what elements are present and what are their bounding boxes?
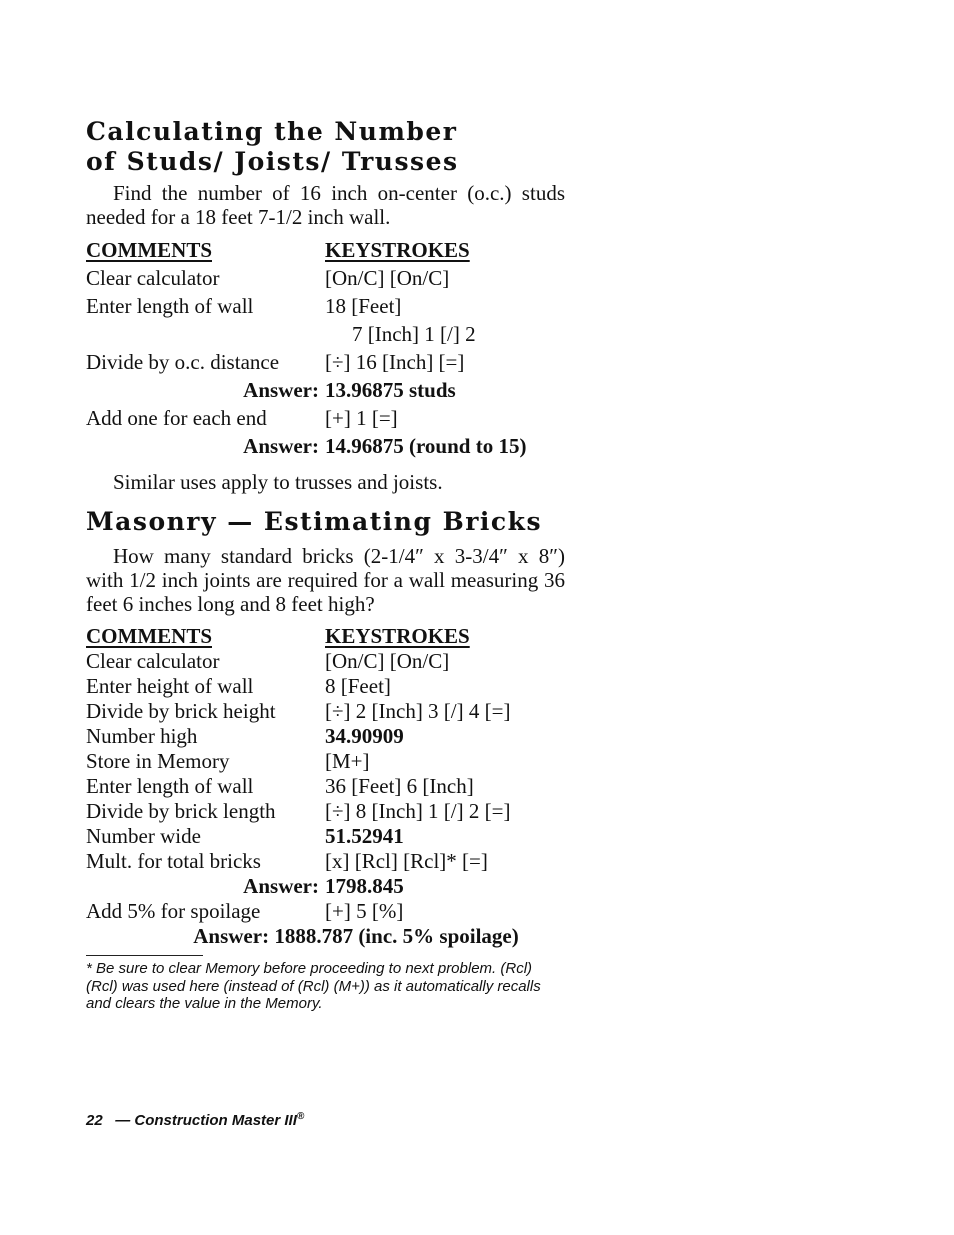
row-keystrokes: 8 [Feet]: [325, 674, 391, 698]
footer-title: — Construction Master III: [115, 1112, 297, 1129]
row-comment: Number wide: [86, 824, 201, 848]
row-keystrokes: 7 [Inch] 1 [/] 2: [352, 322, 476, 346]
row-comment: Clear calculator: [86, 266, 220, 290]
answer-label: Answer:: [243, 434, 319, 458]
answer-value: 1798.845: [325, 874, 404, 898]
row-comment: Enter length of wall: [86, 294, 254, 318]
answer-label: Answer:: [243, 874, 319, 898]
row-comment: Divide by o.c. distance: [86, 350, 280, 374]
row-keystrokes: [On/C] [On/C]: [325, 266, 450, 290]
row-keystrokes: [M+]: [325, 749, 370, 773]
row-comment: Number high: [86, 724, 198, 748]
answer-label: Answer:: [243, 378, 319, 402]
page-footer: [86, 1111, 304, 1129]
row-comment: Enter height of wall: [86, 674, 254, 698]
answer-value: 13.96875 studs: [325, 378, 456, 402]
row-keystrokes: [÷] 8 [Inch] 1 [/] 2 [=]: [325, 799, 511, 823]
keystrokes-header: KEYSTROKES: [325, 624, 470, 648]
section-title-masonry: Masonry — Estimating Bricks: [86, 507, 543, 536]
section-title-studs-line2: of Studs/ Joists/ Trusses: [86, 147, 459, 176]
row-comment: Add 5% for spoilage: [86, 899, 261, 923]
row-comment: Store in Memory: [86, 749, 230, 773]
keystrokes-header: KEYSTROKES: [325, 238, 470, 262]
row-comment: Add one for each end: [86, 406, 267, 430]
row-keystrokes: [+] 1 [=]: [325, 406, 398, 430]
studs-intro-paragraph: Find the number of 16 inch on-center (o.c.) studs needed for a 18 feet 7-1/2 inch wall.: [86, 181, 565, 229]
row-keystrokes: [+] 5 [%]: [325, 899, 404, 923]
row-comment: Divide by brick height: [86, 699, 276, 723]
row-comment: Divide by brick length: [86, 799, 276, 823]
footnote-text: * Be sure to clear Memory before proceeding to next problem. (Rcl) (Rcl) was used here (instead of (Rcl) (M+)) as it automatically recalls and clears the value in the Memory.: [86, 960, 541, 1012]
row-keystrokes: [x] [Rcl] [Rcl]* [=]: [325, 849, 488, 873]
section-title-studs-line1: Calculating the Number: [86, 117, 458, 146]
page-number: 22: [86, 1112, 103, 1129]
row-result-value: 51.52941: [325, 824, 404, 848]
studs-closing-text: Similar uses apply to trusses and joists.: [113, 470, 443, 494]
row-comment: Enter length of wall: [86, 774, 254, 798]
comments-header: COMMENTS: [86, 238, 212, 262]
row-comment: Clear calculator: [86, 649, 220, 673]
answer-value: 14.96875 (round to 15): [325, 434, 527, 458]
masonry-intro-paragraph: How many standard bricks (2-1/4″ x 3-3/4″ x 8″) with 1/2 inch joints are required for a wall measuring 36 feet 6 inches long and 8 feet high?: [86, 544, 565, 616]
final-answer: Answer: 1888.787 (inc. 5% spoilage): [193, 924, 519, 948]
row-result-value: 34.90909: [325, 724, 404, 748]
comments-header: COMMENTS: [86, 624, 212, 648]
row-keystrokes: 18 [Feet]: [325, 294, 402, 318]
registered-mark: ®: [296, 1111, 305, 1122]
row-keystrokes: [÷] 2 [Inch] 3 [/] 4 [=]: [325, 699, 511, 723]
row-keystrokes: [On/C] [On/C]: [325, 649, 450, 673]
footnote-divider: [86, 955, 203, 956]
row-comment: Mult. for total bricks: [86, 849, 261, 873]
row-keystrokes: [÷] 16 [Inch] [=]: [325, 350, 465, 374]
row-keystrokes: 36 [Feet] 6 [Inch]: [325, 774, 474, 798]
